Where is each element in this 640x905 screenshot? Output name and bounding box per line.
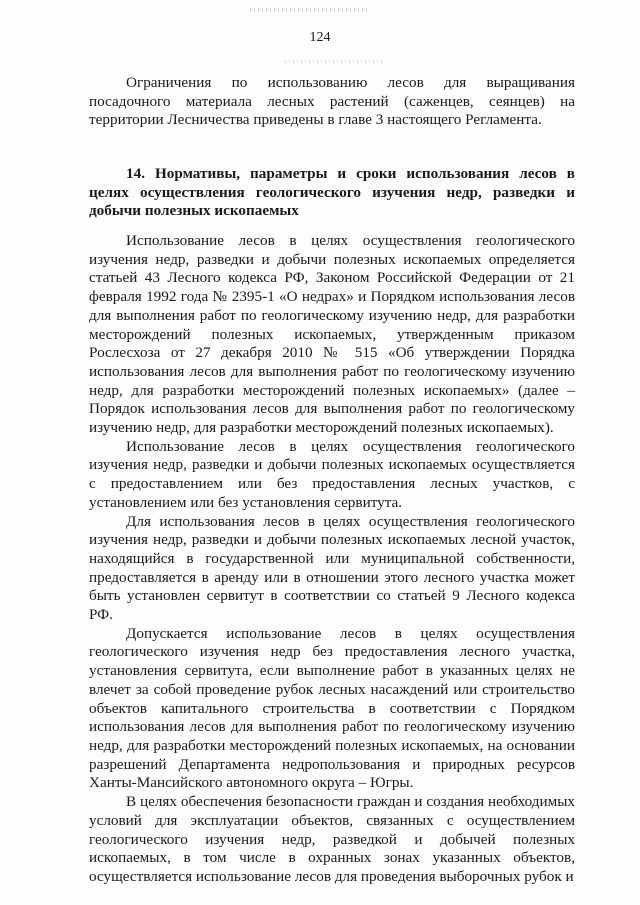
- body-paragraph: Использование лесов в целях осуществления геологического изучения недр, разведки и добычи полезных ископаемых определяется статьей 43 Лесного кодекса РФ, Законом Российской Федерации от 21 февраля 1992 года № 2395-1 «О недрах» и Порядком использования лесов для выполнения работ по геологическому изучению недр, для разработки месторождений полезных ископаемых, утвержденным приказом Рослесхоза от 27 декабря 2010 № 515 «Об утверждении Порядка использования лесов для выполнения работ по геологическому изучению недр, для разработки месторождений полезных ископаемых» (далее – Порядок использования лесов для выполнения работ по геологическому изучению недр, для разработки месторождений полезных ископаемых).: [89, 232, 575, 437]
- body-paragraph: Допускается использование лесов в целях осуществления геологического изучения недр без предоставления лесного участка, установления сервитута, если выполнение работ в указанных целях не влечет за собой проведение рубок лесных насаждений или строительство объектов капитального строительства в соответствии с Порядком использования лесов для выполнения работ по геологическому изучению недр, для разработки месторождений полезных ископаемых, на основании разрешений Департамента недропользования и природных ресурсов Ханты-Мансийского автономного округа – Югры.: [89, 624, 575, 792]
- intro-block: [89, 74, 575, 130]
- body-paragraph: Для использования лесов в целях осуществления геологического изучения недр, разведки и добычи полезных ископаемых лесной участок, находящийся в государственной или муниципальной собственности, предоставляется в аренду или в отношении этого лесного участка может быть установлен сервитут в соответствии со статьей 9 Лесного кодекса РФ.: [89, 512, 575, 624]
- section-body: [89, 232, 575, 887]
- body-paragraph: В целях обеспечения безопасности граждан и создания необходимых условий для эксплуатации объектов, связанных с осуществлением геологического изучения недр, разведкой и добычей полезных ископаемых, в том числе в охранных зонах указанных объектов, осуществляется использование лесов для проведения выборочных рубок и: [89, 793, 575, 885]
- body-paragraph: Использование лесов в целях осуществления геологического изучения недр, разведки и добычи полезных ископаемых осуществляется с предоставлением или без предоставления лесных участков, с установлением или без установления сервитута.: [89, 437, 575, 511]
- scan-artifact: [250, 8, 370, 12]
- intro-paragraph: Ограничения по использованию лесов для выращивания посадочного материала лесных растений (саженцев, сеянцев) на территории Лесничества приведены в главе 3 настоящего Регламента.: [89, 74, 575, 129]
- scan-artifact: [285, 60, 385, 63]
- page-number: 124: [309, 30, 331, 45]
- section-heading: 14. Нормативы, параметры и сроки использования лесов в целях осуществления геологического изучения недр, разведки и добычи полезных ископаемых: [89, 165, 575, 219]
